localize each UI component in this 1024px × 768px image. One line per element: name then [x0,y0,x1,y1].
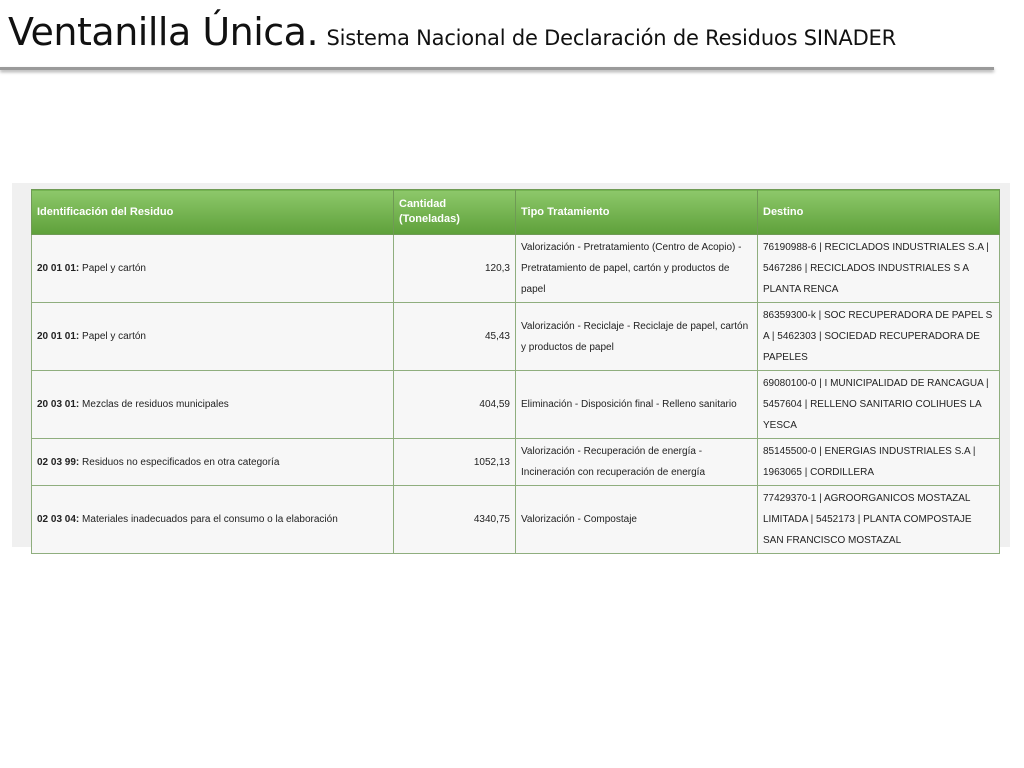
header-cantidad-line2: (Toneladas) [399,213,460,225]
header-destino: Destino [758,190,1000,235]
residue-id-cell [32,303,394,371]
residue-code: 02 03 99: [37,456,80,468]
treatment-cell: Valorización - Pretratamiento (Centro de Acopio) - Pretratamiento de papel, cartón y productos de papel [516,235,758,303]
table-row [32,439,1000,486]
quantity-cell: 45,43 [394,303,516,371]
header-cantidad [394,190,516,235]
treatment-cell: Valorización - Recuperación de energía - Incineración con recuperación de energía [516,439,758,486]
quantity-cell: 4340,75 [394,486,516,554]
residue-name: Papel y cartón [82,331,146,342]
residue-id-cell [32,371,394,439]
residue-id-cell [32,486,394,554]
slide-title [8,10,896,54]
residue-name: Mezclas de residuos municipales [82,399,229,410]
title-divider [0,67,994,70]
residuos-table [31,189,1000,554]
table-header-row [32,190,1000,235]
title-subtitle: Sistema Nacional de Declaración de Residuos SINADER [326,26,897,50]
treatment-cell: Valorización - Compostaje [516,486,758,554]
residue-name: Papel y cartón [82,263,146,274]
residue-name: Residuos no especificados en otra categoría [82,456,280,468]
header-cantidad-line1: Cantidad [399,198,447,210]
table-row [32,235,1000,303]
header-tipo-tratamiento: Tipo Tratamiento [516,190,758,235]
table-row [32,486,1000,554]
destination-cell: 76190988-6 | RECICLADOS INDUSTRIALES S.A | 5467286 | RECICLADOS INDUSTRIALES S A PLANTA RENCA [758,235,1000,303]
residue-name: Materiales inadecuados para el consumo o la elaboración [82,514,338,525]
title-main: Ventanilla Única. [8,10,319,54]
table-panel [12,183,1010,547]
residue-code: 02 03 04: [37,514,80,525]
residue-code: 20 01 01: [37,331,80,342]
destination-cell: 86359300-k | SOC RECUPERADORA DE PAPEL S A | 5462303 | SOCIEDAD RECUPERADORA DE PAPELES [758,303,1000,371]
residue-id-cell [32,439,394,486]
quantity-cell: 1052,13 [394,439,516,486]
destination-cell: 85145500-0 | ENERGIAS INDUSTRIALES S.A | 1963065 | CORDILLERA [758,439,1000,486]
treatment-cell: Valorización - Reciclaje - Reciclaje de papel, cartón y productos de papel [516,303,758,371]
destination-cell: 69080100-0 | I MUNICIPALIDAD DE RANCAGUA | 5457604 | RELLENO SANITARIO COLIHUES LA YESCA [758,371,1000,439]
residue-code: 20 03 01: [37,399,80,410]
residue-code: 20 01 01: [37,263,80,274]
quantity-cell: 120,3 [394,235,516,303]
table-row [32,303,1000,371]
residue-id-cell [32,235,394,303]
treatment-cell: Eliminación - Disposición final - Relleno sanitario [516,371,758,439]
destination-cell: 77429370-1 | AGROORGANICOS MOSTAZAL LIMITADA | 5452173 | PLANTA COMPOSTAJE SAN FRANCISCO MOSTAZAL [758,486,1000,554]
header-identificacion: Identificación del Residuo [32,190,394,235]
quantity-cell: 404,59 [394,371,516,439]
slide-header [0,0,1024,74]
table-row [32,371,1000,439]
